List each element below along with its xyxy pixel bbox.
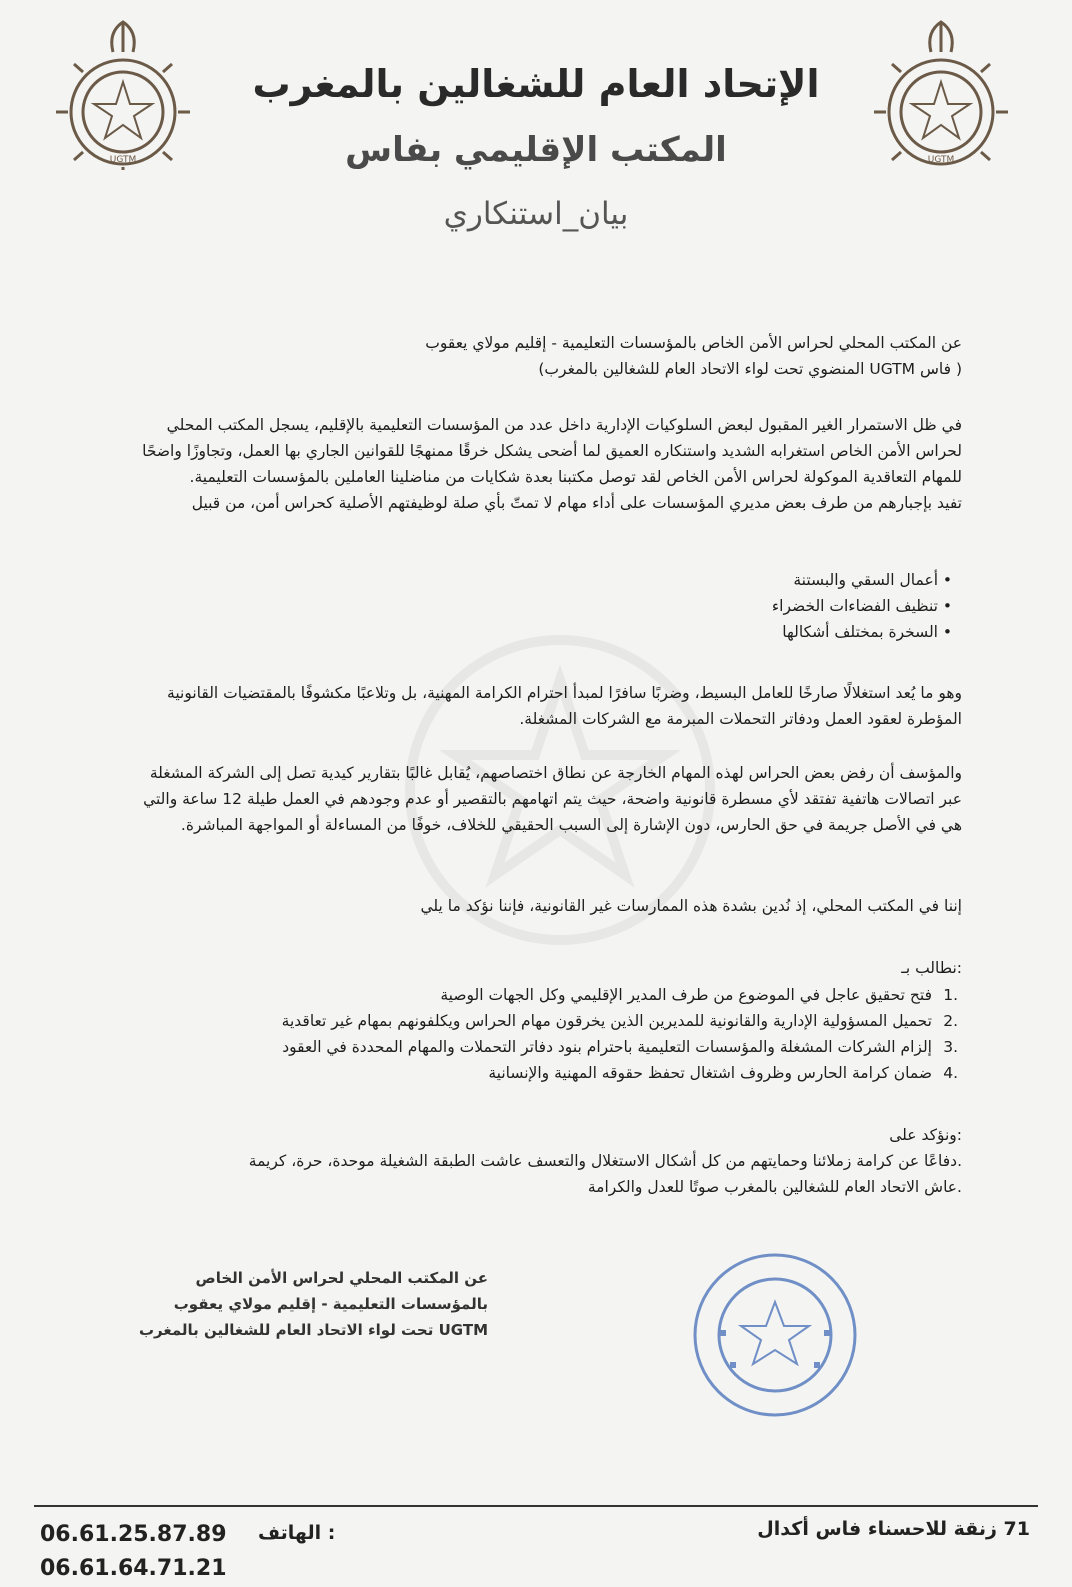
footer-address: 71 زنقة للاحسناء فاس أكدال	[757, 1518, 1030, 1540]
affirm-line-2: .عاش الاتحاد العام للشغالين بالمغرب صوتًا للعدل والكرامة	[587, 1178, 962, 1196]
bullet-item: • أعمال السقي والبستنة	[122, 567, 952, 593]
demand-item	[128, 982, 958, 1008]
footer-phones	[40, 1518, 227, 1586]
org-name: الإتحاد العام للشغالين بالمغرب	[252, 62, 820, 106]
logo-left-text: UGTM	[109, 155, 137, 165]
paragraph-2	[132, 680, 962, 732]
office-name: المكتب الإقليمي بفاس	[345, 130, 727, 170]
demand-number: .1	[943, 986, 958, 1004]
official-stamp	[690, 1250, 860, 1420]
signature-line-3: UGTM تحت لواء الاتحاد العام للشغالين بالمغرب	[138, 1321, 488, 1339]
ugtm-logo-left	[48, 12, 198, 172]
signature-block	[108, 1265, 488, 1343]
demand-item	[128, 1008, 958, 1034]
demand-number: .2	[943, 1012, 958, 1030]
paragraph-1-text: في ظل الاستمرار الغير المقبول لبعض السلوكيات الإدارية داخل عدد من المؤسسات التعليمية بالإقليم، يسجل المكتب المحلي لحراس الأمن الخاص استغرابه الشديد واستنكاره العميق لما أضحى يشكل خرقًا ممنهجًا للقوانين الجاري بها العمل، وتجاوزًا واضحًا للمهام التعاقدية الموكولة لحراس الأمن الخاص لقد توصل مكتبنا بعدة شكايات من مناضلينا العاملين بالمؤسسات التعليمية.	[142, 416, 962, 486]
demands-list	[128, 982, 958, 1086]
phone-number-2: 06.61.64.71.21	[40, 1556, 227, 1581]
paragraph-2-text: وهو ما يُعد استغلالًا صارخًا للعامل البسيط، وضربًا سافرًا لمبدأ احترام الكرامة المهنية، بل وتلاعبًا مكشوفًا بالمقتضيات القانونية المؤطرة لعقود العمل ودفاتر التحملات المبرمة مع الشركات المشغلة.	[167, 684, 962, 728]
logo-right-text: UGTM	[927, 155, 955, 165]
ugtm-logo-right	[866, 12, 1016, 172]
paragraph-4	[132, 893, 962, 919]
demands-heading: :نطالب بـ	[901, 959, 962, 977]
demand-number: .4	[943, 1064, 958, 1082]
demand-text: إلزام الشركات المشغلة والمؤسسات التعليمية باحترام بنود دفاتر التحملات والمهام المحددة في العقود	[282, 1038, 932, 1056]
paragraph-1b-text: تفيد بإجبارهم من طرف بعض مديري المؤسسات على أداء مهام لا تمتّ بأي صلة لوظيفتهم الأصلية كحراس أمن، من قبيل	[191, 494, 962, 512]
demand-text: فتح تحقيق عاجل في الموضوع من طرف المدير الإقليمي وكل الجهات الوصية	[440, 986, 932, 1004]
paragraph-1	[132, 412, 962, 516]
demand-number: .3	[943, 1038, 958, 1056]
footer-phone-label: : الهاتف	[258, 1522, 336, 1544]
intro-line-1: عن المكتب المحلي لحراس الأمن الخاص بالمؤسسات التعليمية - إقليم مولاي يعقوب	[425, 334, 962, 352]
affirmation-block	[132, 1122, 962, 1200]
phone-number-1: 06.61.25.87.89	[40, 1522, 227, 1547]
demand-item	[128, 1034, 958, 1060]
demand-item	[128, 1060, 958, 1086]
demand-text: تحميل المسؤولية الإدارية والقانونية للمديرين الذين يخرقون مهام الحراس ويكلفونهم بمهام غير تعاقدية	[281, 1012, 932, 1030]
document-type: بيان_استنكاري	[443, 196, 629, 232]
bullet-list	[122, 567, 952, 645]
affirm-line-1: .دفاعًا عن كرامة زملائنا وحمايتهم من كل أشكال الاستغلال والتعسف عاشت الطبقة الشغيلة موحدة، حرة، كريمة	[248, 1152, 962, 1170]
paragraph-3-text: والمؤسف أن رفض بعض الحراس لهذه المهام الخارجة عن نطاق اختصاصهم، يُقابل غالبًا بتقارير كيدية تصل إلى الشركة المشغلة عبر اتصالات هاتفية تفتقد لأي مسطرة قانونية واضحة، حيث يتم اتهامهم بالتقصير أو عدم وجودهم في العمل طيلة 12 ساعة والتي هي في الأصل جريمة في حق الحارس، دون الإشارة إلى السبب الحقيقي للخلاف، خوفًا من المساءلة أو المواجهة المباشرة.	[143, 764, 962, 834]
intro-line-2: ( فاس UGTM المنضوي تحت لواء الاتحاد العام للشغالين بالمغرب)	[538, 360, 962, 378]
signature-line-1: عن المكتب المحلي لحراس الأمن الخاص	[195, 1269, 488, 1287]
affirm-heading: :ونؤكد على	[889, 1126, 962, 1144]
bullet-item: • تنظيف الفضاءات الخضراء	[122, 593, 952, 619]
signature-line-2: بالمؤسسات التعليمية - إقليم مولاي يعقوب	[173, 1295, 488, 1313]
intro-block	[132, 330, 962, 382]
bullet-item: • السخرة بمختلف أشكالها	[122, 619, 952, 645]
paragraph-3	[132, 760, 962, 838]
demand-text: ضمان كرامة الحارس وظروف اشتغال تحفظ حقوقه المهنية والإنسانية	[488, 1064, 932, 1082]
paragraph-4-text: إننا في المكتب المحلي، إذ نُدين بشدة هذه الممارسات غير القانونية، فإننا نؤكد ما يلي	[420, 897, 962, 915]
footer-divider	[34, 1505, 1038, 1507]
